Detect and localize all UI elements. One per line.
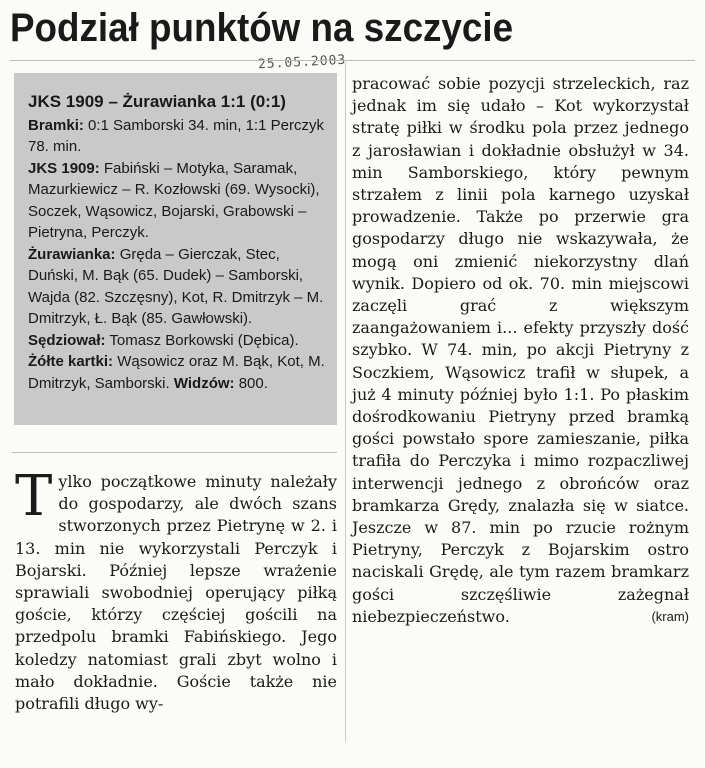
author-signature: (kram): [651, 609, 689, 625]
article-right-column: [352, 73, 689, 628]
article-left-column: [15, 464, 337, 715]
cards-attendance-line: Żółte kartki: Wąsowicz oraz M. Bąk, Kot, M. Dmitrzyk, Samborski. Widzów: 800.: [28, 353, 325, 392]
match-result-title: JKS 1909 – Żurawianka 1:1 (0:1): [28, 92, 286, 111]
handwritten-date: 25.05.2003: [257, 52, 347, 73]
match-info-box: [14, 73, 337, 425]
headline: Podział punktów na szczycie: [10, 6, 514, 50]
article-text-left: ylko początkowe minuty należały do gospodarzy, ale dwóch szans stworzonych przez Pietrynę w 2. i 13. min nie wykorzystali Perczyk i Bojarski. Później lepsze wrażenie sprawiali swobodniej operujący piłką goście, którzy częściej gościli na przedpolu bramki Fabińskiego. Jego koledzy natomiast grali zbyt wolno i mało dokładnie. Goście także nie potrafili długo wy-: [15, 472, 337, 714]
column-divider: [345, 62, 346, 742]
top-rule: [10, 60, 695, 61]
referee-line: Sędziował: Tomasz Borkowski (Dębica).: [28, 331, 299, 349]
home-lineup-line: JKS 1909: Fabiński – Motyka, Saramak, Mazurkiewicz – R. Kozłowski (69. Wysocki), Soczek, Wąsowicz, Bojarski, Grabowski – Pietryna, Perczyk.: [28, 159, 320, 241]
away-lineup-line: Żurawianka: Gręda – Gierczak, Stec, Duński, M. Bąk (65. Dudek) – Samborski, Wajda (82. Szczęsny), Kot, R. Dmitrzyk – M. Dmitrzyk, Ł. Bąk (85. Gawłowski).: [28, 245, 324, 327]
dropcap-letter: T: [15, 464, 53, 529]
article-text-right: pracować sobie pozycji strzeleckich, raz jednak im się udało – Kot wykorzystał stratę piłki w środku pola przez jednego z jarosławian i dokładnie obsłużył w 34. min Samborskiego, który pewnym strzałem z linii pola karnego uzyskał prowadzenie. Także po przerwie gra gospodarzy długo nie wskazywała, że mogą oni zmienić niekorzystny dlań wynik. Dopiero od ok. 70. min miejscowi zaczęli grać z większym zaangażowaniem i... efekty przyszły dość szybko. W 74. min, po akcji Pietryny z Soczkiem, Wąsowicz trafił w słupek, a już 4 minuty później było 1:1. Po płaskim dośrodkowaniu Pietryny przed bramką gości powstało spore zamieszanie, piłka trafiła do Perczyka i mimo rozpaczliwej interwencji jednego z obrońców oraz bramkarza Grędy, znalazła się w siatce. Jeszcze w 87. min po rzucie rożnym Pietryny, Perczyk z Bojarskim ostro naciskali Grędę, ale tym razem bramkarz gości szczęśliwie zażegnał niebezpieczeństwo.: [352, 74, 689, 626]
box-divider: [12, 452, 337, 453]
goals-line: Bramki: 0:1 Samborski 34. min, 1:1 Perczyk 78. min.: [28, 116, 324, 155]
